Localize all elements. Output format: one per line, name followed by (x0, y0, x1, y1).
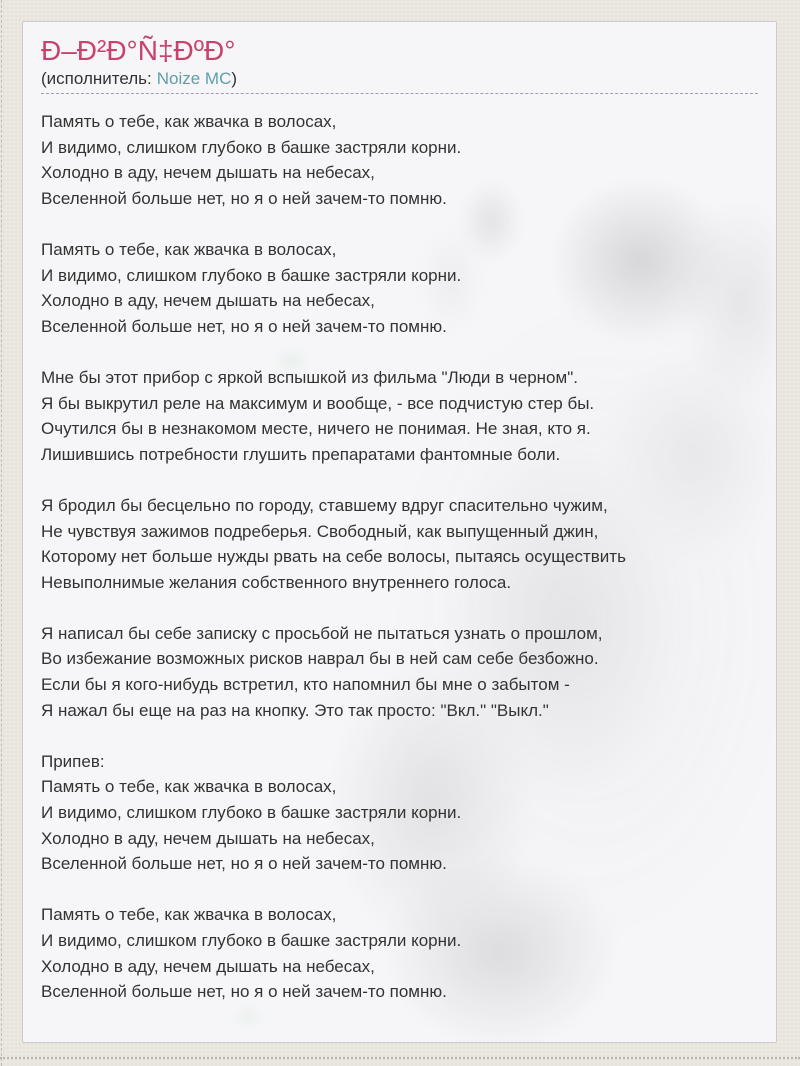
stanza (41, 237, 758, 339)
lyric-line: Память о тебе, как жвачка в волосах, (41, 112, 337, 131)
lyric-line: И видимо, слишком глубоко в башке застряли корни. (41, 265, 462, 285)
card-content (23, 22, 776, 1005)
lyric-line: Холодно в аду, нечем дышать на небесах, (41, 291, 375, 311)
lyric-line: Не чувствуя зажимов подреберья. Свободный, как выпущенный джин, (41, 521, 599, 541)
lyric-line: Холодно в аду, нечем дышать на небесах, (41, 163, 375, 183)
lyric-line: Я бы выкрутил реле на максимум и вообще, - все подчистую стер бы. (41, 393, 595, 413)
bottom-dotted-border (0, 1057, 800, 1059)
header-separator (41, 93, 758, 94)
stanza (41, 621, 758, 723)
stanza (41, 902, 758, 1004)
artist-suffix-label: ) (231, 69, 238, 88)
lyric-line: Во избежание возможных рисков наврал бы в ней сам себе безбожно. (41, 649, 599, 669)
lyrics-card (22, 21, 777, 1043)
lyric-line: И видимо, слишком глубоко в башке застряли корни. (41, 931, 462, 950)
lyric-line: Мне бы этот прибор с яркой вспышкой из фильма "Люди в черном". (41, 367, 578, 387)
song-title: Ð–Ð²Ð°Ñ‡ÐºÐ° (41, 35, 236, 66)
stanza (41, 749, 758, 877)
artist-prefix-label: (исполнитель: (41, 69, 152, 88)
lyric-line: Очутился бы в незнакомом месте, ничего не понимая. Не зная, кто я. (41, 419, 591, 439)
artist-link[interactable]: Noize MC (156, 69, 232, 88)
lyric-line: И видимо, слишком глубоко в башке застряли корни. (41, 137, 462, 157)
artist-line (41, 68, 758, 89)
lyric-line: Я бродил бы бесцельно по городу, ставшему вдруг спасительно чужим, (41, 495, 608, 515)
lyric-line: Вселенной больше нет, но я о ней зачем-то помню. (41, 316, 447, 336)
lyric-line: Память о тебе, как жвачка в волосах, (41, 905, 337, 925)
lyric-line: Память о тебе, как жвачка в волосах, (41, 777, 337, 797)
lyrics-text (41, 109, 758, 1005)
lyric-line: Невыполнимые желания собственного внутреннего голоса. (41, 572, 512, 592)
left-dashed-border (1, 0, 2, 1066)
lyric-line: Я нажал бы еще на раз на кнопку. Это так просто: "Вкл." "Выкл." (41, 700, 549, 720)
lyric-line: И видимо, слишком глубоко в башке застряли корни. (41, 803, 462, 823)
lyric-line: Которому нет больше нужды рвать на себе волосы, пытаясь осуществить (41, 547, 626, 567)
lyric-line: Память о тебе, как жвачка в волосах, (41, 239, 337, 259)
lyric-line: Вселенной больше нет, но я о ней зачем-то помню. (41, 982, 447, 1002)
lyric-line: Я написал бы себе записку с просьбой не пытаться узнать о прошлом, (41, 623, 603, 643)
lyric-line: Холодно в аду, нечем дышать на небесах, (41, 956, 375, 976)
stanza (41, 365, 758, 467)
lyric-line: Лишившись потребности глушить препаратами фантомные боли. (41, 444, 561, 464)
lyric-line: Вселенной больше нет, но я о ней зачем-то помню. (41, 188, 447, 208)
lyric-line: Вселенной больше нет, но я о ней зачем-то помню. (41, 854, 447, 874)
lyric-line: Если бы я кого-нибудь встретил, кто напомнил бы мне о забытом - (41, 675, 570, 695)
stanza (41, 109, 758, 211)
stanza (41, 493, 758, 595)
lyric-line: Холодно в аду, нечем дышать на небесах, (41, 828, 375, 848)
lyric-line: Припев: (41, 751, 105, 771)
